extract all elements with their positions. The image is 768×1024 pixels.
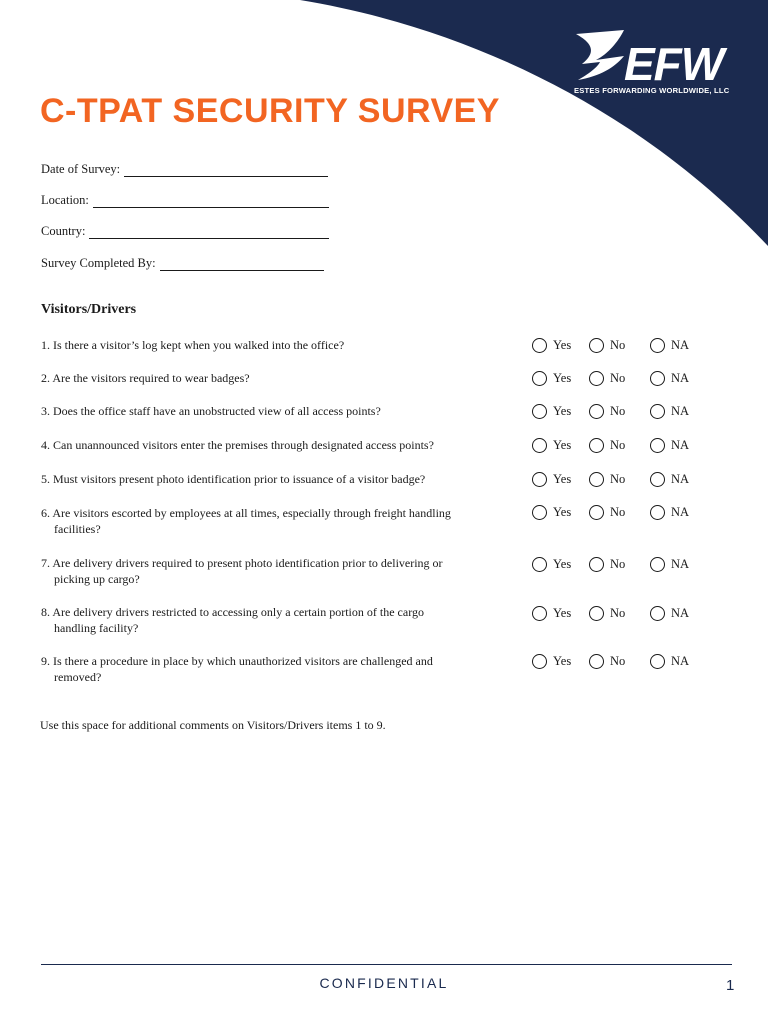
option-label: Yes bbox=[553, 371, 572, 385]
country-field bbox=[41, 224, 329, 239]
option-label: Yes bbox=[553, 438, 572, 452]
option-label: Yes bbox=[553, 505, 572, 519]
radio-circle[interactable] bbox=[650, 404, 665, 419]
radio-circle[interactable] bbox=[589, 472, 604, 487]
option-label: NA bbox=[671, 338, 690, 352]
option-label: NA bbox=[671, 654, 690, 668]
option-yes[interactable] bbox=[532, 557, 589, 572]
field-label: Country: bbox=[41, 224, 86, 238]
question-text: 7. Are delivery drivers required to present photo identification prior to delivering or bbox=[41, 556, 443, 570]
option-na[interactable] bbox=[650, 606, 700, 621]
option-label: Yes bbox=[553, 606, 572, 620]
comments-instruction: Use this space for additional comments on Visitors/Drivers items 1 to 9. bbox=[40, 718, 386, 732]
question-5 bbox=[41, 471, 511, 487]
option-label: No bbox=[610, 404, 626, 418]
question-text-continued: handling facility? bbox=[54, 621, 139, 635]
radio-circle[interactable] bbox=[532, 472, 547, 487]
option-label: Yes bbox=[553, 338, 572, 352]
radio-circle[interactable] bbox=[532, 557, 547, 572]
radio-circle[interactable] bbox=[650, 557, 665, 572]
option-label: Yes bbox=[553, 557, 572, 571]
field-label: Survey Completed By: bbox=[41, 256, 156, 270]
radio-circle[interactable] bbox=[589, 438, 604, 453]
option-na[interactable] bbox=[650, 338, 700, 353]
option-yes[interactable] bbox=[532, 338, 589, 353]
option-label: No bbox=[610, 557, 626, 571]
question-text: 8. Are delivery drivers restricted to accessing only a certain portion of the cargo bbox=[41, 605, 424, 619]
radio-circle[interactable] bbox=[532, 606, 547, 621]
question-4 bbox=[41, 437, 511, 453]
question-text-continued: removed? bbox=[54, 670, 102, 684]
question-text: 2. Are the visitors required to wear badges? bbox=[41, 371, 250, 385]
option-no[interactable] bbox=[589, 606, 650, 621]
completed-by-input-line[interactable] bbox=[160, 258, 324, 271]
option-na[interactable] bbox=[650, 505, 700, 520]
option-yes[interactable] bbox=[532, 371, 589, 386]
question-text: 5. Must visitors present photo identification prior to issuance of a visitor badge? bbox=[41, 472, 426, 486]
option-no[interactable] bbox=[589, 557, 650, 572]
radio-circle[interactable] bbox=[589, 338, 604, 353]
option-yes[interactable] bbox=[532, 505, 589, 520]
option-label: NA bbox=[671, 505, 690, 519]
radio-circle[interactable] bbox=[532, 404, 547, 419]
answer-options-8 bbox=[532, 606, 700, 621]
option-na[interactable] bbox=[650, 438, 700, 453]
option-na[interactable] bbox=[650, 557, 700, 572]
option-yes[interactable] bbox=[532, 606, 589, 621]
radio-circle[interactable] bbox=[650, 438, 665, 453]
question-6 bbox=[41, 505, 511, 537]
option-label: NA bbox=[671, 472, 690, 486]
answer-options-1 bbox=[532, 338, 700, 353]
option-yes[interactable] bbox=[532, 404, 589, 419]
option-label: No bbox=[610, 654, 626, 668]
question-text: 3. Does the office staff have an unobstructed view of all access points? bbox=[41, 404, 381, 418]
radio-circle[interactable] bbox=[532, 654, 547, 669]
completed-by-field bbox=[41, 256, 324, 271]
answer-options-9 bbox=[532, 654, 700, 669]
option-na[interactable] bbox=[650, 371, 700, 386]
radio-circle[interactable] bbox=[650, 505, 665, 520]
option-label: Yes bbox=[553, 472, 572, 486]
radio-circle[interactable] bbox=[532, 438, 547, 453]
question-1 bbox=[41, 337, 511, 353]
option-no[interactable] bbox=[589, 438, 650, 453]
option-no[interactable] bbox=[589, 505, 650, 520]
location-field bbox=[41, 193, 329, 208]
answer-options-5 bbox=[532, 472, 700, 487]
date-input-line[interactable] bbox=[124, 164, 328, 177]
radio-circle[interactable] bbox=[650, 338, 665, 353]
radio-circle[interactable] bbox=[589, 505, 604, 520]
option-label: No bbox=[610, 606, 626, 620]
option-na[interactable] bbox=[650, 654, 700, 669]
radio-circle[interactable] bbox=[532, 371, 547, 386]
page-title: C-TPAT SECURITY SURVEY bbox=[40, 92, 500, 130]
option-yes[interactable] bbox=[532, 654, 589, 669]
radio-circle[interactable] bbox=[650, 606, 665, 621]
field-label: Date of Survey: bbox=[41, 162, 121, 176]
question-text: 1. Is there a visitor’s log kept when you walked into the office? bbox=[41, 338, 345, 352]
option-label: Yes bbox=[553, 404, 572, 418]
option-label: No bbox=[610, 472, 626, 486]
option-no[interactable] bbox=[589, 338, 650, 353]
radio-circle[interactable] bbox=[650, 654, 665, 669]
answer-options-7 bbox=[532, 557, 700, 572]
section-heading: Visitors/Drivers bbox=[41, 302, 137, 317]
question-text: 6. Are visitors escorted by employees at all times, especially through freight handling bbox=[41, 506, 451, 520]
option-label: NA bbox=[671, 557, 690, 571]
footer-divider bbox=[41, 964, 732, 965]
radio-circle[interactable] bbox=[532, 338, 547, 353]
logo-wordmark: EFW bbox=[624, 38, 724, 90]
question-9 bbox=[41, 653, 511, 685]
field-label: Location: bbox=[41, 193, 89, 207]
question-text: 9. Is there a procedure in place by which unauthorized visitors are challenged and bbox=[41, 654, 433, 668]
location-input-line[interactable] bbox=[93, 195, 329, 208]
radio-circle[interactable] bbox=[650, 371, 665, 386]
company-name: ESTES FORWARDING WORLDWIDE, LLC bbox=[574, 86, 730, 95]
option-yes[interactable] bbox=[532, 472, 589, 487]
option-label: No bbox=[610, 338, 626, 352]
page-number: 1 bbox=[726, 977, 735, 994]
country-input-line[interactable] bbox=[89, 226, 329, 239]
answer-options-3 bbox=[532, 404, 700, 419]
radio-circle[interactable] bbox=[589, 606, 604, 621]
question-text-continued: facilities? bbox=[54, 522, 101, 536]
radio-circle[interactable] bbox=[589, 654, 604, 669]
radio-circle[interactable] bbox=[589, 371, 604, 386]
question-2 bbox=[41, 370, 511, 386]
option-yes[interactable] bbox=[532, 438, 589, 453]
option-label: NA bbox=[671, 438, 690, 452]
option-no[interactable] bbox=[589, 654, 650, 669]
confidential-label: CONFIDENTIAL bbox=[319, 975, 449, 991]
radio-circle[interactable] bbox=[532, 505, 547, 520]
option-no[interactable] bbox=[589, 404, 650, 419]
radio-circle[interactable] bbox=[650, 472, 665, 487]
answer-options-2 bbox=[532, 371, 700, 386]
option-na[interactable] bbox=[650, 472, 700, 487]
option-no[interactable] bbox=[589, 371, 650, 386]
option-label: Yes bbox=[553, 654, 572, 668]
question-text: 4. Can unannounced visitors enter the premises through designated access points? bbox=[41, 438, 434, 452]
option-label: No bbox=[610, 505, 626, 519]
answer-options-6 bbox=[532, 505, 700, 520]
date-of-survey-field bbox=[41, 162, 328, 177]
question-3 bbox=[41, 403, 511, 419]
question-8 bbox=[41, 604, 511, 636]
option-label: NA bbox=[671, 404, 690, 418]
question-7 bbox=[41, 555, 511, 587]
answer-options-4 bbox=[532, 438, 700, 453]
option-no[interactable] bbox=[589, 472, 650, 487]
question-text-continued: picking up cargo? bbox=[54, 572, 140, 586]
option-label: No bbox=[610, 438, 626, 452]
option-label: No bbox=[610, 371, 626, 385]
option-label: NA bbox=[671, 606, 690, 620]
option-label: NA bbox=[671, 371, 690, 385]
option-na[interactable] bbox=[650, 404, 700, 419]
radio-circle[interactable] bbox=[589, 557, 604, 572]
radio-circle[interactable] bbox=[589, 404, 604, 419]
